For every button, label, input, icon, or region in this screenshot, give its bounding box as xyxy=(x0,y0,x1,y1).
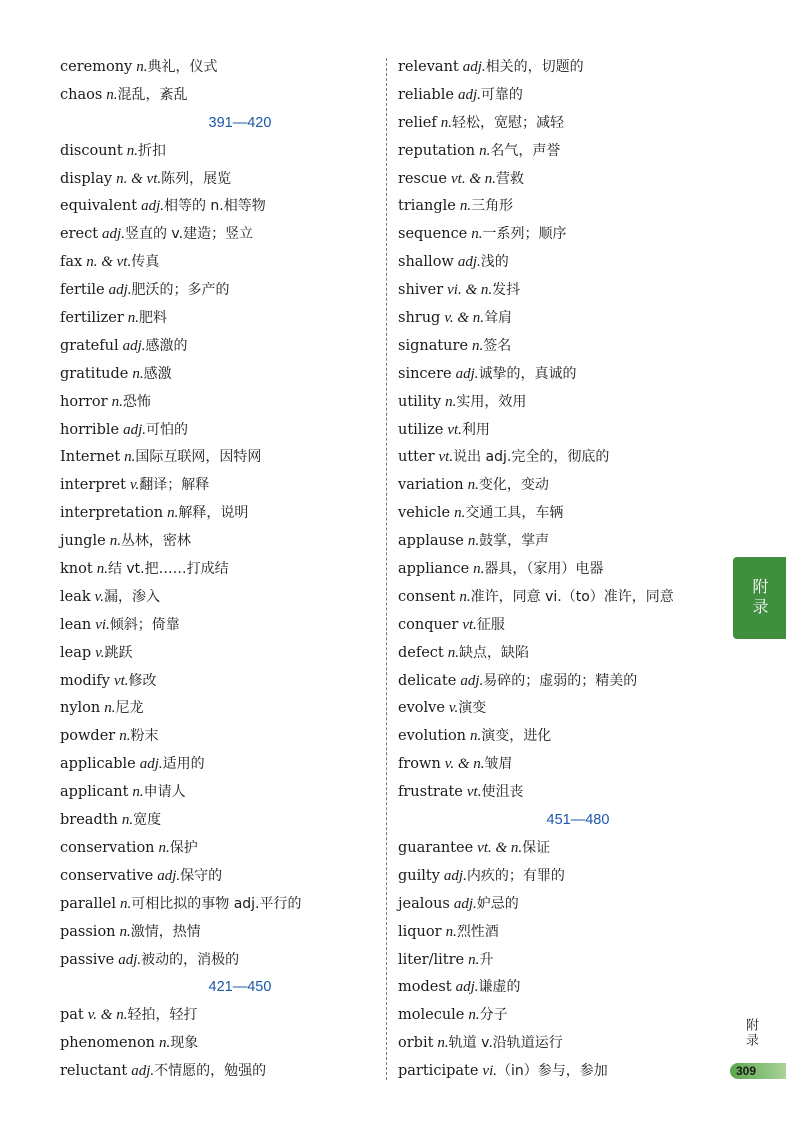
entry-meaning: 征服 xyxy=(476,616,505,633)
entry-word: molecule xyxy=(398,1007,465,1024)
entry-word: passion xyxy=(60,923,116,940)
entry-word: sincere xyxy=(398,365,452,382)
entry-word: signature xyxy=(398,337,469,354)
entry-pos: adj. xyxy=(118,951,142,968)
entry-pos: vi. xyxy=(95,616,110,633)
entry-word: applicable xyxy=(60,756,136,773)
vocab-entry xyxy=(60,695,380,723)
entry-meaning: 升 xyxy=(479,951,494,968)
entry-word: grateful xyxy=(60,337,119,354)
entry-word: ceremony xyxy=(60,59,133,75)
vocab-entry xyxy=(398,1002,718,1030)
vocab-entry xyxy=(60,305,380,333)
entry-pos: n. xyxy=(136,59,148,75)
vocab-entry xyxy=(60,417,380,445)
entry-meaning: 跳跃 xyxy=(104,644,133,661)
entry-pos: n. xyxy=(473,561,485,578)
entry-pos: v. & n. xyxy=(444,310,485,327)
entry-meaning: 名气，声誉 xyxy=(490,142,561,159)
entry-pos: vt. & n. xyxy=(477,839,523,856)
entry-word: equivalent xyxy=(60,198,138,215)
entry-word: relevant xyxy=(398,59,459,75)
entry-pos: n. xyxy=(468,1007,480,1024)
entry-meaning: 申请人 xyxy=(143,784,186,801)
entry-word: chaos xyxy=(60,86,103,103)
entry-pos: adj. xyxy=(457,254,481,271)
entry-pos: adj. xyxy=(457,86,481,103)
entry-meaning: 演变 xyxy=(458,700,487,717)
entry-meaning: 三角形 xyxy=(471,198,514,215)
entry-pos: n. xyxy=(445,923,457,940)
entry-pos: n. xyxy=(479,142,491,159)
entry-word: powder xyxy=(60,728,116,745)
entry-word: lean xyxy=(60,616,92,633)
entry-meaning: 现象 xyxy=(170,1035,199,1052)
vocab-entry xyxy=(398,891,718,919)
vocab-entry xyxy=(60,612,380,640)
entry-word: shiver xyxy=(398,282,444,299)
entry-pos: adj. xyxy=(108,282,132,299)
entry-meaning: 感激 xyxy=(143,365,172,382)
entry-word: discount xyxy=(60,142,123,159)
entry-pos: n. xyxy=(437,1035,449,1052)
vocab-entry xyxy=(398,444,718,472)
entry-pos: n. xyxy=(121,812,134,829)
vocab-entry xyxy=(398,556,718,584)
entry-meaning: 丛林，密林 xyxy=(120,533,191,550)
entry-pos: adj. xyxy=(443,867,467,884)
entry-word: utter xyxy=(398,449,435,466)
entry-pos: v. & n. xyxy=(87,1007,128,1024)
entry-pos: v. xyxy=(448,700,459,717)
entry-meaning: 营救 xyxy=(496,170,524,187)
entry-pos: n. xyxy=(470,728,482,745)
vocab-entry xyxy=(398,612,718,640)
entry-meaning: 感激的 xyxy=(145,337,188,354)
entry-word: triangle xyxy=(398,198,456,215)
vocab-entry xyxy=(398,584,718,612)
vocab-entry xyxy=(398,947,718,975)
entry-pos: v. & n. xyxy=(444,756,485,773)
vocab-entry xyxy=(60,584,380,612)
entry-pos: vt. xyxy=(113,672,129,689)
entry-meaning: 国际互联网，因特网 xyxy=(135,449,262,466)
vocab-entry xyxy=(60,82,380,110)
vocab-entry xyxy=(398,166,718,194)
entry-word: frustrate xyxy=(398,784,463,801)
entry-meaning: 一系列；顺序 xyxy=(482,226,567,243)
entry-word: participate xyxy=(398,1063,479,1080)
vocab-entry xyxy=(60,807,380,835)
entry-word: display xyxy=(60,170,113,187)
vocab-entry xyxy=(60,333,380,361)
entry-meaning: 被动的，消极的 xyxy=(141,951,240,968)
entry-word: jungle xyxy=(60,533,106,550)
entry-word: fax xyxy=(60,254,83,271)
entry-meaning: 修改 xyxy=(128,672,157,689)
entry-meaning: 相等的 n.相等物 xyxy=(163,198,266,215)
entry-pos: n. xyxy=(124,449,136,466)
entry-meaning: 陈列，展览 xyxy=(161,170,232,187)
vocab-entry xyxy=(60,361,380,389)
vocab-entry xyxy=(398,1058,718,1086)
entry-word: applicant xyxy=(60,784,129,801)
entry-pos: vt. & n. xyxy=(451,170,496,187)
entry-pos: n. xyxy=(111,393,123,410)
entry-word: knot xyxy=(60,561,93,578)
vocab-entry xyxy=(60,751,380,779)
entry-word: jealous xyxy=(398,895,450,912)
entry-meaning: 折扣 xyxy=(137,142,166,159)
entry-word: modest xyxy=(398,979,452,996)
entry-meaning: 肥沃的；多产的 xyxy=(131,282,230,299)
entry-meaning: 倾斜；倚靠 xyxy=(109,616,180,633)
entry-meaning: 鼓掌，掌声 xyxy=(479,533,550,550)
section-heading: 421—450 xyxy=(208,979,272,996)
entry-meaning: 激情，热情 xyxy=(130,923,201,940)
column-divider xyxy=(386,58,387,1080)
entry-pos: vt. xyxy=(447,421,462,438)
entry-word: reputation xyxy=(398,142,476,159)
entry-word: delicate xyxy=(398,672,457,689)
entry-meaning: 皱眉 xyxy=(484,756,513,773)
entry-word: evolve xyxy=(398,700,445,717)
entry-word: evolution xyxy=(398,728,467,745)
entry-meaning: 轻松，宽慰；减轻 xyxy=(452,114,564,131)
vocab-entry xyxy=(398,389,718,417)
entry-word: orbit xyxy=(398,1035,434,1052)
entry-pos: n. xyxy=(159,1035,171,1052)
entry-pos: adj. xyxy=(131,1063,155,1080)
entry-word: pat xyxy=(60,1007,84,1024)
vocab-entry xyxy=(60,138,380,166)
entry-meaning: 妒忌的 xyxy=(476,895,519,912)
vocab-entry xyxy=(60,779,380,807)
entry-word: nylon xyxy=(60,700,101,717)
entry-meaning: 恐怖 xyxy=(122,393,151,410)
entry-word: fertilizer xyxy=(60,310,124,327)
entry-meaning: 肥料 xyxy=(139,310,168,327)
vocab-entry xyxy=(60,528,380,556)
entry-meaning: 说出 adj.完全的，彻底的 xyxy=(453,449,610,466)
entry-meaning: 漏，渗入 xyxy=(103,588,160,605)
entry-word: appliance xyxy=(398,561,470,578)
entry-word: fertile xyxy=(60,282,105,299)
entry-word: liter/litre xyxy=(398,951,465,968)
entry-meaning: 交通工具，车辆 xyxy=(465,505,564,522)
entry-meaning: 谦虚的 xyxy=(478,979,521,996)
entry-pos: adj. xyxy=(123,421,146,438)
entry-pos: adj. xyxy=(157,867,181,884)
entry-word: frown xyxy=(398,756,441,773)
entry-meaning: 适用的 xyxy=(162,756,205,773)
entry-word: conquer xyxy=(398,616,459,633)
entry-pos: n. xyxy=(467,477,479,494)
entry-meaning: 发抖 xyxy=(492,282,521,299)
entry-pos: v. xyxy=(129,477,140,494)
entry-word: passive xyxy=(60,951,115,968)
entry-word: vehicle xyxy=(398,505,451,522)
entry-word: parallel xyxy=(60,895,116,912)
entry-pos: n. xyxy=(106,86,118,103)
entry-meaning: 准许，同意 vi.（to）准许，同意 xyxy=(470,588,674,605)
vocab-entry xyxy=(60,277,380,305)
entry-meaning: 解释，说明 xyxy=(178,505,249,522)
entry-word: shrug xyxy=(398,310,441,327)
vocab-entry xyxy=(60,668,380,696)
entry-word: interpretation xyxy=(60,505,164,522)
entry-word: modify xyxy=(60,672,110,689)
vocab-entry xyxy=(398,863,718,891)
entry-word: relief xyxy=(398,114,437,131)
entry-pos: n. xyxy=(158,839,170,856)
entry-pos: n. & vt. xyxy=(116,170,162,187)
page-number-bar xyxy=(730,1063,786,1079)
entry-pos: n. xyxy=(126,142,138,159)
entry-meaning: 传真 xyxy=(131,254,160,271)
vocab-entry xyxy=(398,500,718,528)
entry-pos: n. xyxy=(467,533,480,550)
entry-meaning: 尼龙 xyxy=(115,700,144,717)
entry-word: gratitude xyxy=(60,365,129,382)
entry-meaning: 可怕的 xyxy=(146,421,188,438)
entry-pos: n. xyxy=(132,365,144,382)
entry-pos: n. xyxy=(445,393,457,410)
entry-meaning: 实用，效用 xyxy=(456,393,527,410)
entry-pos: n. xyxy=(119,923,131,940)
entry-pos: vi. xyxy=(482,1063,497,1080)
entry-word: rescue xyxy=(398,170,447,187)
entry-word: reliable xyxy=(398,86,454,103)
entry-pos: n. xyxy=(471,226,483,243)
vocab-entry xyxy=(60,500,380,528)
entry-meaning: 翻译；解释 xyxy=(139,477,210,494)
entry-meaning: 易碎的；虚弱的；精美的 xyxy=(483,672,638,689)
vocab-entry xyxy=(60,221,380,249)
entry-word: horrible xyxy=(60,421,120,438)
entry-pos: vt. xyxy=(462,616,477,633)
entry-pos: n. xyxy=(96,561,108,578)
entry-pos: n. xyxy=(109,533,121,550)
entry-word: Internet xyxy=(60,449,121,466)
entry-meaning: 轨道 v.沿轨道运行 xyxy=(448,1035,563,1052)
entry-pos: n. xyxy=(440,114,452,131)
left-column xyxy=(60,54,380,1086)
entry-pos: v. xyxy=(95,644,105,661)
entry-meaning: 竖直的 v.建造；竖立 xyxy=(124,226,254,243)
entry-pos: n. xyxy=(472,337,484,354)
vocab-entry xyxy=(398,835,718,863)
vocab-entry xyxy=(398,1030,718,1058)
entry-pos: n. xyxy=(468,951,480,968)
vocab-entry xyxy=(60,389,380,417)
entry-word: guarantee xyxy=(398,839,474,856)
vocab-entry xyxy=(60,891,380,919)
entry-word: variation xyxy=(398,477,464,494)
entry-pos: n. xyxy=(167,505,179,522)
vocab-entry xyxy=(60,1002,380,1030)
entry-pos: n. xyxy=(447,644,460,661)
vocab-entry xyxy=(398,779,718,807)
entry-pos: vt. xyxy=(438,449,454,466)
vocab-entry xyxy=(60,723,380,751)
vocab-entry xyxy=(398,82,718,110)
entry-meaning: 浅的 xyxy=(480,254,509,271)
entry-word: consent xyxy=(398,588,456,605)
entry-meaning: 保护 xyxy=(169,839,198,856)
entry-pos: n. & vt. xyxy=(86,254,132,271)
entry-meaning: 轻拍，轻打 xyxy=(127,1007,198,1024)
entry-meaning: （in）参与，参加 xyxy=(497,1063,608,1080)
vocab-entry xyxy=(398,528,718,556)
vocab-entry xyxy=(60,249,380,277)
entry-pos: n. xyxy=(119,728,131,745)
vocab-entry xyxy=(398,305,718,333)
entry-meaning: 混乱，紊乱 xyxy=(117,86,188,103)
entry-word: sequence xyxy=(398,226,468,243)
entry-meaning: 相关的，切题的 xyxy=(485,59,584,75)
entry-pos: n. xyxy=(459,588,471,605)
entry-word: leap xyxy=(60,644,92,661)
entry-word: interpret xyxy=(60,477,126,494)
entry-word: liquor xyxy=(398,923,442,940)
entry-meaning: 耸肩 xyxy=(484,310,513,327)
entry-meaning: 器具，（家用）电器 xyxy=(484,561,604,578)
vocab-entry xyxy=(398,974,718,1002)
entry-meaning: 使沮丧 xyxy=(481,784,524,801)
entry-word: defect xyxy=(398,644,444,661)
entry-meaning: 分子 xyxy=(479,1007,508,1024)
entry-meaning: 诚挚的，真诚的 xyxy=(478,365,577,382)
entry-pos: n. xyxy=(454,505,466,522)
appendix-tab[interactable]: 附录 xyxy=(733,557,786,639)
right-column xyxy=(398,54,718,1086)
vocab-entry xyxy=(398,138,718,166)
vocab-entry xyxy=(60,54,380,82)
entry-pos: adj. xyxy=(462,59,486,75)
vocab-entry xyxy=(60,640,380,668)
entry-pos: n. xyxy=(132,784,144,801)
entry-pos: n. xyxy=(104,700,116,717)
entry-meaning: 典礼，仪式 xyxy=(147,59,218,75)
entry-word: guilty xyxy=(398,867,440,884)
entry-word: phenomenon xyxy=(60,1035,156,1052)
entry-word: breadth xyxy=(60,812,118,829)
entry-pos: vt. xyxy=(466,784,482,801)
vocab-entry xyxy=(398,333,718,361)
entry-word: horror xyxy=(60,393,108,410)
page-number: 309 xyxy=(736,1064,757,1078)
entry-meaning: 可靠的 xyxy=(480,86,523,103)
entry-meaning: 缺点，缺陷 xyxy=(459,644,530,661)
entry-word: shallow xyxy=(398,254,454,271)
vocab-entry xyxy=(398,221,718,249)
entry-word: utility xyxy=(398,393,442,410)
entry-word: leak xyxy=(60,588,91,605)
entry-word: applause xyxy=(398,533,464,550)
entry-pos: adj. xyxy=(102,226,125,243)
vocab-entry xyxy=(60,1058,380,1086)
vocab-entry xyxy=(398,361,718,389)
entry-meaning: 可相比拟的事物 adj.平行的 xyxy=(131,895,302,912)
vocab-entry xyxy=(398,640,718,668)
entry-pos: adj. xyxy=(122,337,146,354)
entry-meaning: 保证 xyxy=(522,839,551,856)
entry-meaning: 结 vt.把……打成结 xyxy=(107,561,229,578)
entry-meaning: 不情愿的，勉强的 xyxy=(154,1063,267,1080)
entry-pos: adj. xyxy=(455,979,479,996)
vocab-entry xyxy=(398,193,718,221)
entry-meaning: 宽度 xyxy=(133,812,162,829)
entry-meaning: 内疚的；有罪的 xyxy=(466,867,565,884)
entry-pos: adj. xyxy=(141,198,164,215)
entry-meaning: 粉末 xyxy=(130,728,159,745)
entry-meaning: 保守的 xyxy=(180,867,223,884)
entry-pos: adj. xyxy=(460,672,484,689)
vocab-entry xyxy=(398,110,718,138)
entry-pos: adj. xyxy=(453,895,477,912)
entry-word: conservation xyxy=(60,839,155,856)
entry-pos: n. xyxy=(120,895,132,912)
entry-word: conservative xyxy=(60,867,154,884)
appendix-side-label: 附录 xyxy=(743,1018,758,1048)
entry-meaning: 演变，进化 xyxy=(481,728,552,745)
section-heading: 451—480 xyxy=(546,812,610,829)
entry-pos: vi. & n. xyxy=(447,282,493,299)
vocab-entry xyxy=(60,472,380,500)
entry-pos: adj. xyxy=(455,365,479,382)
entry-meaning: 变化，变动 xyxy=(478,477,549,494)
entry-pos: v. xyxy=(94,588,104,605)
vocab-entry xyxy=(60,166,380,194)
entry-meaning: 利用 xyxy=(461,421,490,438)
vocab-entry xyxy=(60,1030,380,1058)
entry-meaning: 烈性酒 xyxy=(456,923,499,940)
entry-meaning: 签名 xyxy=(483,337,512,354)
entry-pos: n. xyxy=(459,198,472,215)
vocab-entry xyxy=(398,472,718,500)
vocab-entry xyxy=(398,751,718,779)
entry-word: utilize xyxy=(398,421,444,438)
vocab-entry xyxy=(398,723,718,751)
vocab-entry xyxy=(398,249,718,277)
vocab-entry xyxy=(398,695,718,723)
vocab-entry xyxy=(398,54,718,82)
entry-pos: adj. xyxy=(139,756,163,773)
vocab-entry xyxy=(398,417,718,445)
vocab-entry xyxy=(398,919,718,947)
vocab-entry xyxy=(60,193,380,221)
vocab-entry xyxy=(60,919,380,947)
vocab-entry xyxy=(60,556,380,584)
entry-pos: n. xyxy=(127,310,140,327)
vocab-entry xyxy=(398,277,718,305)
vocab-entry xyxy=(398,668,718,696)
vocab-entry xyxy=(60,835,380,863)
vocab-entry xyxy=(60,863,380,891)
entry-word: reluctant xyxy=(60,1063,128,1080)
section-heading: 391—420 xyxy=(208,114,272,131)
entry-word: erect xyxy=(60,226,99,243)
vocab-entry xyxy=(60,947,380,975)
vocab-entry xyxy=(60,444,380,472)
